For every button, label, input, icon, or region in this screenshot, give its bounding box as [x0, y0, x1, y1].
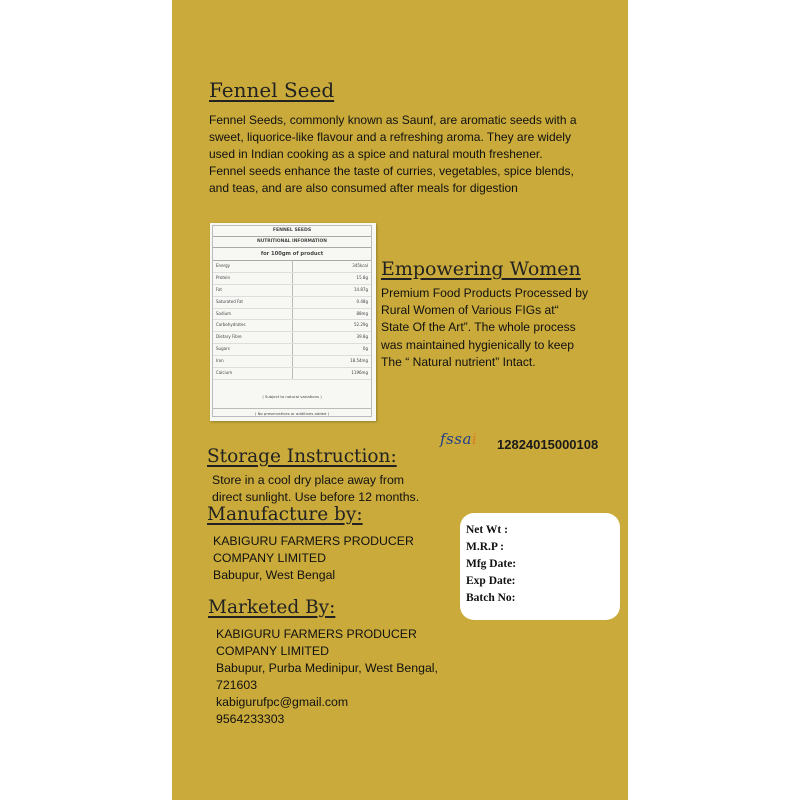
nutrient-value: 345kcal [352, 263, 368, 268]
nutrition-row [213, 261, 371, 273]
nutrient-name: Saturated Fat [213, 297, 293, 308]
email-text: kabigurufpc@gmail.com [216, 695, 349, 709]
nutrition-row [213, 356, 371, 368]
empowering-line: was maintained hygienically to keep [381, 337, 574, 352]
nutrition-row [213, 368, 371, 380]
description-line: Fennel Seeds, commonly known as Saunf, are aromatic seeds with a [209, 113, 577, 127]
mfg-date-label: Mfg Date: [466, 558, 517, 570]
storage-text [212, 472, 419, 506]
nutrient-value: 15.8g [356, 274, 368, 280]
storage-line: Store in a cool dry place away from [212, 473, 405, 487]
nutrition-row [213, 344, 371, 356]
empowering-text [381, 285, 616, 371]
empowering-line: Premium Food Products Processed by [381, 286, 589, 300]
description-line: used in Indian cooking as a spice and natural mouth freshener. [209, 147, 543, 161]
batch-no-label: Batch No: [466, 592, 516, 604]
nutrient-name: Fat [213, 285, 293, 296]
nutrient-name: Sugars [213, 344, 293, 355]
product-title: Fennel Seed [209, 78, 335, 102]
empowering-line: The “ Natural nutrient” Intact. [381, 354, 536, 369]
fssai-license-number: 12824015000108 [497, 437, 599, 452]
nutrition-row [213, 273, 371, 285]
marketed-line: Babupur, Purba Medinipur, West Bengal, [216, 661, 438, 675]
nutrition-subheading: NUTRITIONAL INFORMATION [213, 237, 371, 248]
nutrient-name: Iron [213, 356, 293, 367]
nutrition-row [213, 320, 371, 332]
empowering-line: State Of the Art”. The whole process [381, 320, 576, 335]
nutrient-name: Calcium [213, 368, 293, 379]
fssai-logo-text: fssa [440, 430, 472, 448]
nutrition-row [213, 309, 371, 321]
nutrient-name: Energy [213, 261, 293, 272]
mrp-label: M.R.P : [466, 541, 505, 553]
marketed-line: 721603 [216, 678, 258, 692]
manufacture-line: Babupur, West Bengal [213, 568, 336, 582]
nutrition-rows [213, 261, 371, 380]
fssai-logo-mark: i [471, 430, 478, 448]
nutrition-heading: FENNEL SEEDS [213, 226, 371, 237]
marketed-text [216, 626, 438, 728]
product-label-panel [172, 0, 628, 800]
nutrient-value: 1196mg [351, 370, 368, 376]
empowering-line: Rural Women of Various FIGs at“ [381, 303, 559, 318]
nutrient-value: 14.87g [354, 286, 368, 292]
nutrition-note-preservatives: ( No preservatives or additives added ) [213, 408, 371, 416]
nutrition-row [213, 285, 371, 297]
manufacture-text [213, 533, 414, 584]
nutrition-note-variation: ( Subject to natural variations ) [262, 394, 322, 399]
storage-line: direct sunlight. Use before 12 months. [212, 490, 420, 504]
manufacture-line: KABIGURU FARMERS PRODUCER [213, 534, 414, 548]
nutrient-value: 52.29g [354, 322, 368, 328]
manufacture-line: COMPANY LIMITED [213, 551, 326, 565]
nutrient-name: Dietary Fibre [213, 332, 293, 343]
manufacture-title: Manufacture by: [207, 504, 363, 525]
description-line: Fennel seeds enhance the taste of curries, vegetables, spice blends, [209, 164, 574, 178]
net-weight-label: Net Wt : [466, 524, 508, 536]
nutrition-row [213, 297, 371, 309]
pack-info-box [460, 513, 620, 620]
marketed-title: Marketed By: [208, 597, 336, 618]
nutrient-name: Protein [213, 273, 293, 284]
marketed-line: KABIGURU FARMERS PRODUCER [216, 627, 417, 641]
nutrient-name: Sodium [213, 309, 293, 320]
product-description [209, 112, 621, 197]
nutrient-value: 88mg [356, 310, 368, 316]
nutrient-name: Carbohydrates [213, 320, 293, 331]
marketed-line: COMPANY LIMITED [216, 644, 329, 658]
description-line: and teas, and are also consumed after meals for digestion [209, 181, 518, 195]
exp-date-label: Exp Date: [466, 575, 516, 587]
phone-text: 9564233303 [216, 712, 285, 726]
empowering-title: Empowering Women [381, 258, 581, 280]
nutrient-value: 39.8g [356, 334, 368, 340]
nutrient-value: 0g [362, 346, 368, 352]
nutrition-row [213, 332, 371, 344]
description-line: sweet, liquorice-like flavour and a refreshing aroma. They are widely [209, 130, 571, 144]
nutrient-value: 18.54mg [350, 358, 368, 364]
nutrient-value: 0.48g [356, 298, 368, 304]
nutrition-per: for 100gm of product [213, 248, 371, 261]
fssai-logo-icon [440, 430, 477, 448]
storage-title: Storage Instruction: [207, 446, 397, 467]
nutrition-table [210, 223, 376, 421]
